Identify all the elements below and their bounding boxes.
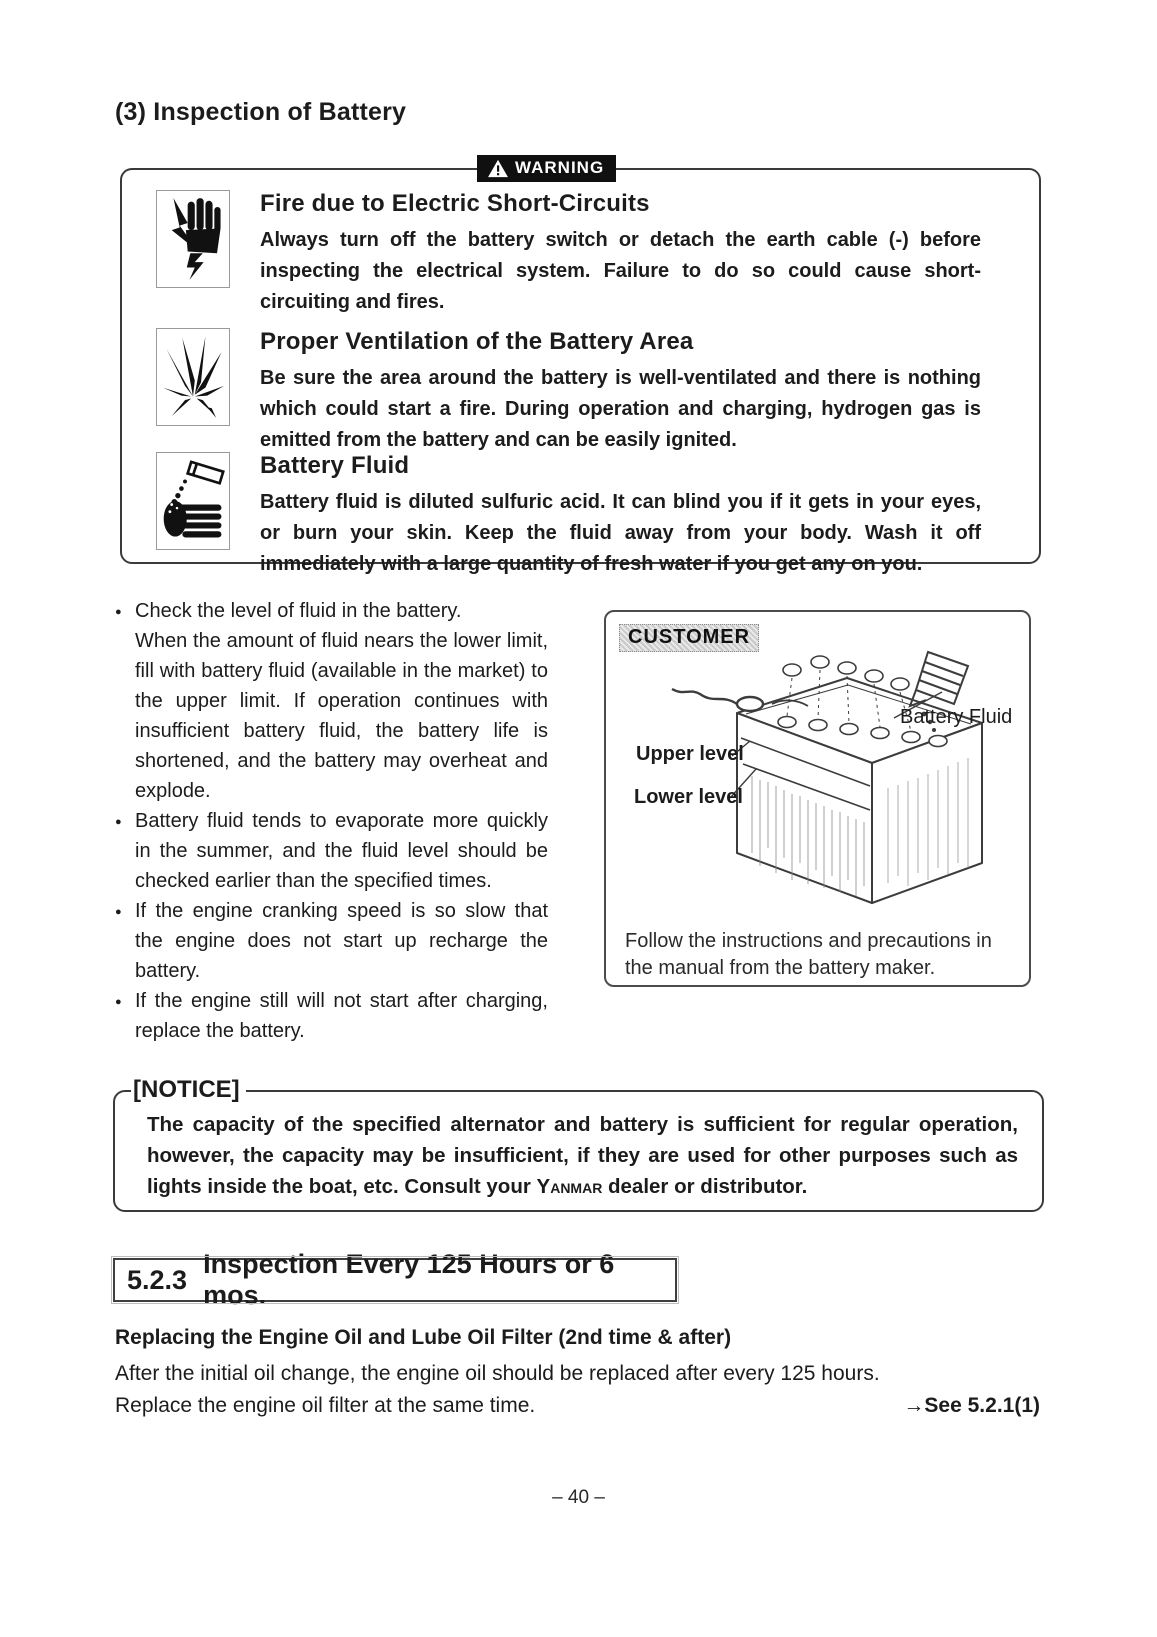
- warning-triangle-icon: [487, 159, 509, 178]
- bullet-text: If the engine cranking speed is so slow that the engine does not start up recharge the battery.: [135, 900, 548, 982]
- notice-text: The capacity of the specified alternator and battery is sufficient for regular operation, however, the capacity may be insufficient, if they are used for other purposes such as lights inside the boat, etc. Consult your: [147, 1113, 1018, 1198]
- lower-level-label: Lower level: [634, 786, 743, 808]
- notice-text: dealer or distributor.: [602, 1175, 808, 1198]
- list-item: [115, 806, 548, 896]
- body-text: Replace the engine oil filter at the same time.: [115, 1394, 536, 1417]
- notice-body: [115, 1092, 1042, 1202]
- bullet-list: [115, 596, 548, 1046]
- figure-caption: Follow the instructions and precautions in the manual from the battery maker.: [625, 930, 992, 979]
- bullet-text: Check the level of fluid in the battery.: [135, 600, 462, 622]
- upper-level-label: Upper level: [636, 743, 744, 765]
- notice-box: [113, 1076, 1044, 1212]
- battery-fluid-label: Battery Fluid: [900, 706, 1013, 728]
- section-number: 5.2.3: [127, 1264, 188, 1295]
- page-title: (3) Inspection of Battery: [115, 98, 407, 126]
- body-text-row: [115, 1394, 1040, 1418]
- section-header: [113, 1249, 677, 1310]
- notice-label: [NOTICE]: [131, 1076, 246, 1104]
- bullet-icon: ●: [115, 996, 122, 1008]
- body-text: After the initial oil change, the engine oil should be replaced after every 125 hours.: [115, 1362, 880, 1385]
- bullet-text: Battery fluid tends to evaporate more quickly in the summer, and the fluid level should be checked earlier than the specified times.: [135, 810, 548, 892]
- list-item: [115, 986, 548, 1046]
- list-item: [115, 596, 548, 806]
- electric-shock-icon: [156, 190, 230, 288]
- warning-item: [156, 328, 981, 456]
- figure-box: [604, 610, 1031, 987]
- warning-title: Fire due to Electric Short-Circuits: [260, 190, 650, 217]
- warning-box: [120, 158, 1041, 575]
- brand-name: Yanmar: [536, 1175, 603, 1198]
- warning-title: Proper Ventilation of the Battery Area: [260, 328, 694, 355]
- bullet-text: If the engine still will not start after charging, replace the battery.: [135, 990, 548, 1042]
- warning-title: Battery Fluid: [260, 452, 410, 479]
- battery-fluid-pour-icon: [156, 452, 230, 550]
- explosion-icon: [156, 328, 230, 426]
- warning-body: Be sure the area around the battery is well-ventilated and there is nothing which could start a fire. During operation and charging, hydrogen gas is emitted from the battery and can be easily ignited.: [260, 367, 981, 451]
- warning-body: Always turn off the battery switch or detach the earth cable (-) before inspecting the electrical system. Failure to do so could cause short-circuiting and fires.: [260, 229, 981, 313]
- warning-badge-label: WARNING: [515, 158, 605, 177]
- warning-item: [156, 452, 981, 580]
- bullet-icon: ●: [115, 816, 122, 828]
- list-item: [115, 896, 548, 986]
- section-title: Inspection Every 125 Hours or 6 mos.: [203, 1249, 615, 1310]
- warning-item: [156, 190, 981, 318]
- cross-reference: →See 5.2.1(1): [903, 1394, 1040, 1417]
- bullet-icon: ●: [115, 906, 122, 918]
- page-number: – 40 –: [552, 1487, 605, 1508]
- warning-body: Battery fluid is diluted sulfuric acid. It can blind you if it gets in your eyes, or burn your skin. Keep the fluid away from your body. Wash it off immediately with a large quantity of fresh water if you get any on you.: [260, 491, 981, 575]
- customer-tag: CUSTOMER: [619, 624, 759, 652]
- warning-badge: [477, 155, 616, 182]
- bullet-icon: ●: [115, 606, 122, 618]
- subsection-title: Replacing the Engine Oil and Lube Oil Filter (2nd time & after): [115, 1326, 732, 1349]
- bullet-text: When the amount of fluid nears the lower limit, fill with battery fluid (available in the market) to the upper limit. If operation continues with insufficient battery fluid, the battery life is shortened, and the battery may overheat and explode.: [135, 630, 548, 802]
